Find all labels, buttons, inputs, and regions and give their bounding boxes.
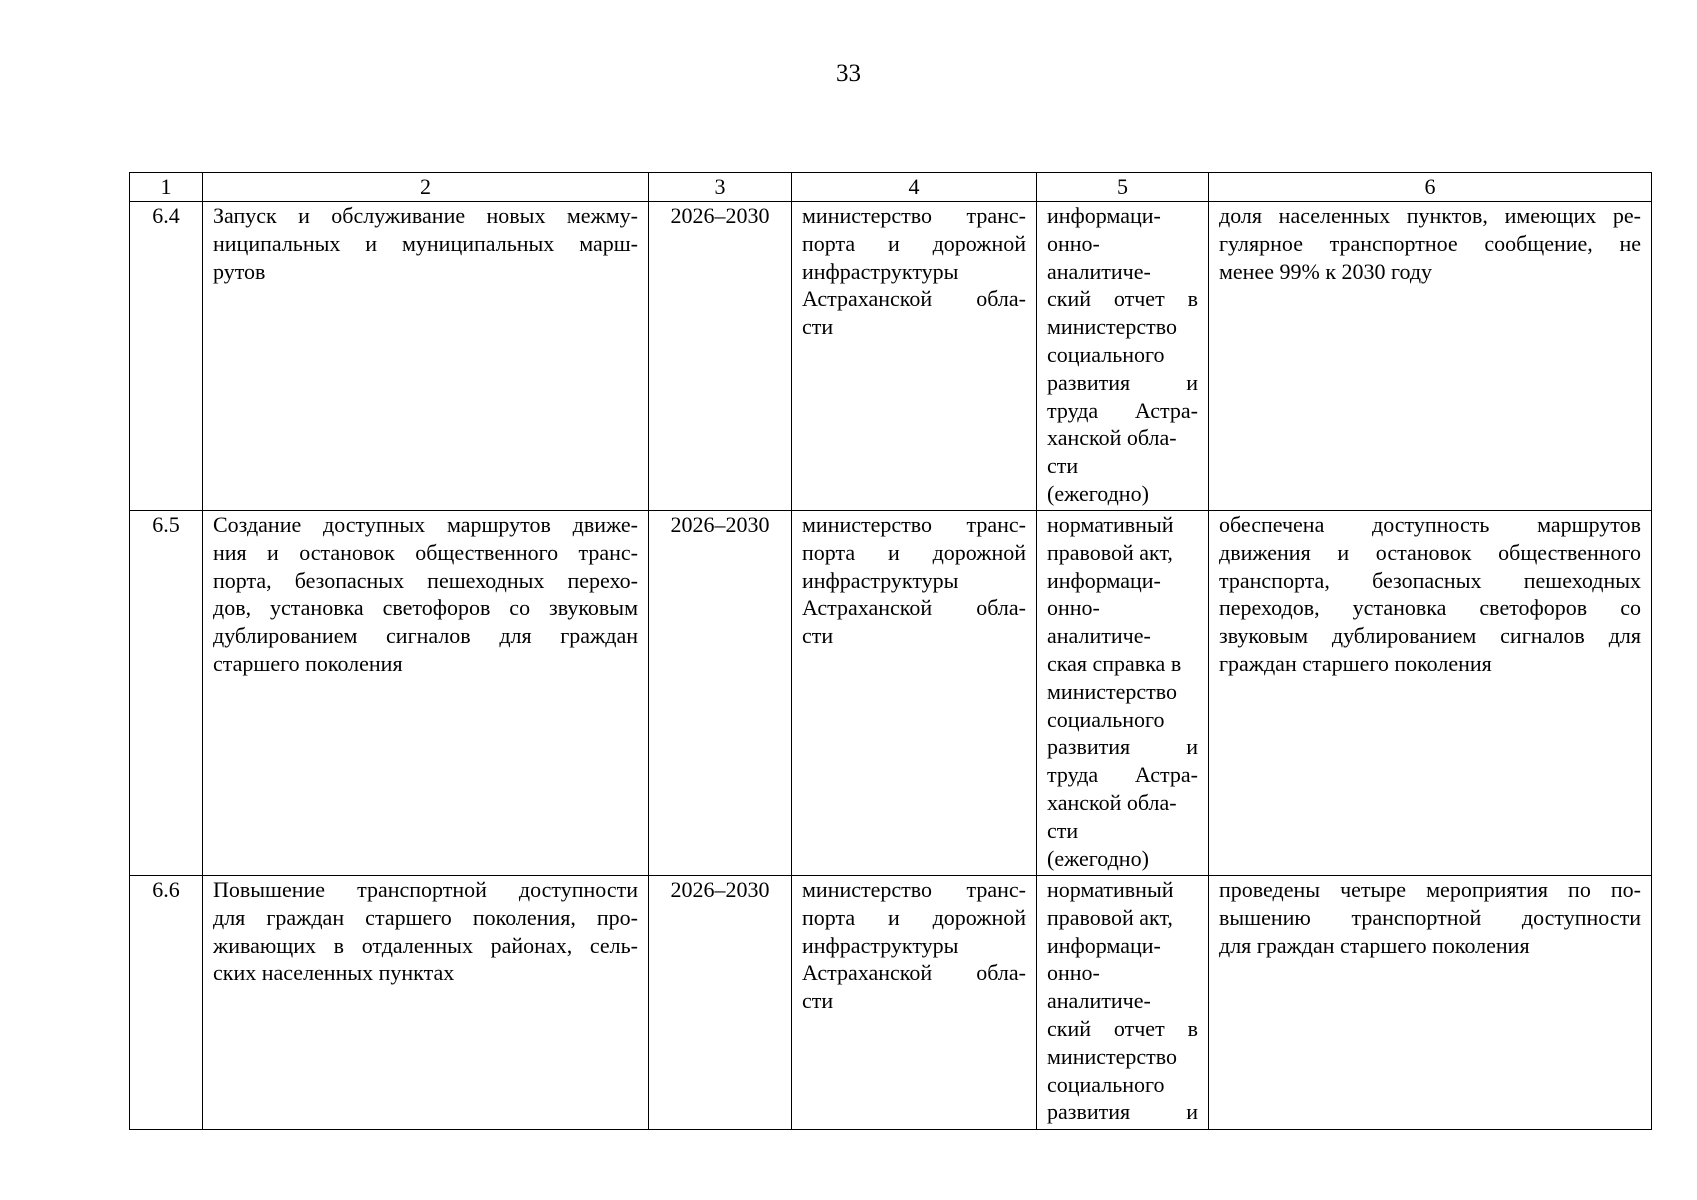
text-line: рутов: [213, 258, 266, 284]
text-line: развития и: [1047, 369, 1198, 395]
text-line: инфраструктуры: [802, 932, 959, 958]
text-line: гулярное транспортное сообщение, не: [1219, 230, 1641, 256]
text-line: порта, безопасных пешеходных перехо-: [213, 567, 638, 593]
text-line: министерство: [1047, 1043, 1178, 1069]
executor-cell: [792, 876, 1037, 1130]
text-line: труда Астра-: [1047, 397, 1198, 423]
event-cell: [203, 202, 649, 511]
text-line: движения и остановок общественного: [1219, 539, 1641, 565]
text-line: звуковым дублированием сигналов для: [1219, 623, 1641, 649]
expected-result-cell: [1209, 511, 1652, 876]
text-line: Астраханской обла-: [802, 595, 1026, 621]
text-line: ских населенных пунктах: [213, 960, 455, 986]
text-line: ханской обла-: [1047, 789, 1177, 815]
text-line: дов, установка светофоров со звуковым: [213, 595, 638, 621]
text-line: инфраструктуры: [802, 258, 959, 284]
text-line: ская справка в: [1047, 650, 1182, 676]
header-cell: 1: [130, 173, 203, 202]
text-line: ния и остановок общественного транс-: [213, 539, 638, 565]
text-line: (ежегодно): [1047, 845, 1149, 871]
report-form-cell: [1037, 202, 1209, 511]
text-line: транспорта, безопасных пешеходных: [1219, 567, 1641, 593]
text-line: Запуск и обслуживание новых межму-: [213, 203, 638, 228]
report-form-cell: [1037, 876, 1209, 1130]
text-line: правовой акт,: [1047, 539, 1173, 565]
text-line: онно-: [1047, 230, 1100, 256]
text-line: порта и дорожной: [802, 904, 1026, 930]
text-line: инфраструктуры: [802, 567, 959, 593]
text-line: дублированием сигналов для граждан: [213, 623, 638, 649]
text-line: Повышение транспортной доступности: [213, 877, 638, 902]
header-cell: 2: [203, 173, 649, 202]
text-line: порта и дорожной: [802, 539, 1026, 565]
text-line: проведены четыре мероприятия по по-: [1219, 877, 1641, 902]
text-line: социального: [1047, 341, 1165, 367]
text-line: ханской обла-: [1047, 425, 1177, 451]
header-cell: 3: [649, 173, 792, 202]
text-line: нормативный: [1047, 512, 1174, 537]
measures-table: [129, 172, 1652, 1130]
event-cell: [203, 511, 649, 876]
period-cell: 2026–2030: [649, 876, 792, 1130]
executor-cell: [792, 202, 1037, 511]
text-line: ниципальных и муниципальных марш-: [213, 230, 638, 256]
text-line: министерство: [1047, 314, 1178, 340]
row-number: 6.4: [130, 202, 203, 511]
table-header-row: [130, 173, 1652, 202]
text-line: сти: [1047, 453, 1079, 479]
text-line: Астраханской обла-: [802, 960, 1026, 986]
text-line: министерство: [1047, 678, 1178, 704]
text-line: аналитиче-: [1047, 258, 1151, 284]
text-line: вышению транспортной доступности: [1219, 904, 1641, 930]
period-cell: 2026–2030: [649, 511, 792, 876]
text-line: социального: [1047, 1071, 1165, 1097]
text-line: сти: [802, 623, 834, 649]
text-line: обеспечена доступность маршрутов: [1219, 512, 1641, 537]
report-form-cell: [1037, 511, 1209, 876]
text-line: информаци-: [1047, 203, 1161, 228]
text-line: для граждан старшего поколения, про-: [213, 904, 638, 930]
text-line: ский отчет в: [1047, 1015, 1198, 1041]
table-row: [130, 202, 1652, 511]
expected-result-cell: [1209, 876, 1652, 1130]
table-row: [130, 511, 1652, 876]
text-line: менее 99% к 2030 году: [1219, 258, 1433, 284]
text-line: (ежегодно): [1047, 480, 1149, 506]
row-number: 6.6: [130, 876, 203, 1130]
text-line: развития и: [1047, 1099, 1198, 1125]
text-line: сти: [802, 314, 834, 340]
text-line: нормативный: [1047, 877, 1174, 902]
header-cell: 4: [792, 173, 1037, 202]
header-cell: 6: [1209, 173, 1652, 202]
text-line: переходов, установка светофоров со: [1219, 595, 1641, 621]
text-line: Астраханской обла-: [802, 286, 1026, 312]
text-line: онно-: [1047, 960, 1100, 986]
row-number: 6.5: [130, 511, 203, 876]
text-line: аналитиче-: [1047, 623, 1151, 649]
text-line: онно-: [1047, 595, 1100, 621]
period-cell: 2026–2030: [649, 202, 792, 511]
text-line: доля населенных пунктов, имеющих ре-: [1219, 203, 1641, 228]
page-number: 33: [836, 60, 861, 87]
text-line: для граждан старшего поколения: [1219, 932, 1530, 958]
text-line: ский отчет в: [1047, 286, 1198, 312]
header-cell: 5: [1037, 173, 1209, 202]
table-row: [130, 876, 1652, 1130]
event-cell: [203, 876, 649, 1130]
text-line: министерство транс-: [802, 512, 1026, 537]
text-line: министерство транс-: [802, 877, 1026, 902]
text-line: сти: [1047, 817, 1079, 843]
expected-result-cell: [1209, 202, 1652, 511]
text-line: информаци-: [1047, 567, 1161, 593]
text-line: социального: [1047, 706, 1165, 732]
text-line: правовой акт,: [1047, 904, 1173, 930]
text-line: живающих в отдаленных районах, сель-: [213, 932, 638, 958]
text-line: старшего поколения: [213, 650, 403, 676]
text-line: аналитиче-: [1047, 988, 1151, 1014]
executor-cell: [792, 511, 1037, 876]
text-line: министерство транс-: [802, 203, 1026, 228]
text-line: информаци-: [1047, 932, 1161, 958]
text-line: развития и: [1047, 734, 1198, 760]
text-line: порта и дорожной: [802, 230, 1026, 256]
text-line: труда Астра-: [1047, 762, 1198, 788]
text-line: Создание доступных маршрутов движе-: [213, 512, 638, 537]
text-line: граждан старшего поколения: [1219, 650, 1492, 676]
text-line: сти: [802, 988, 834, 1014]
